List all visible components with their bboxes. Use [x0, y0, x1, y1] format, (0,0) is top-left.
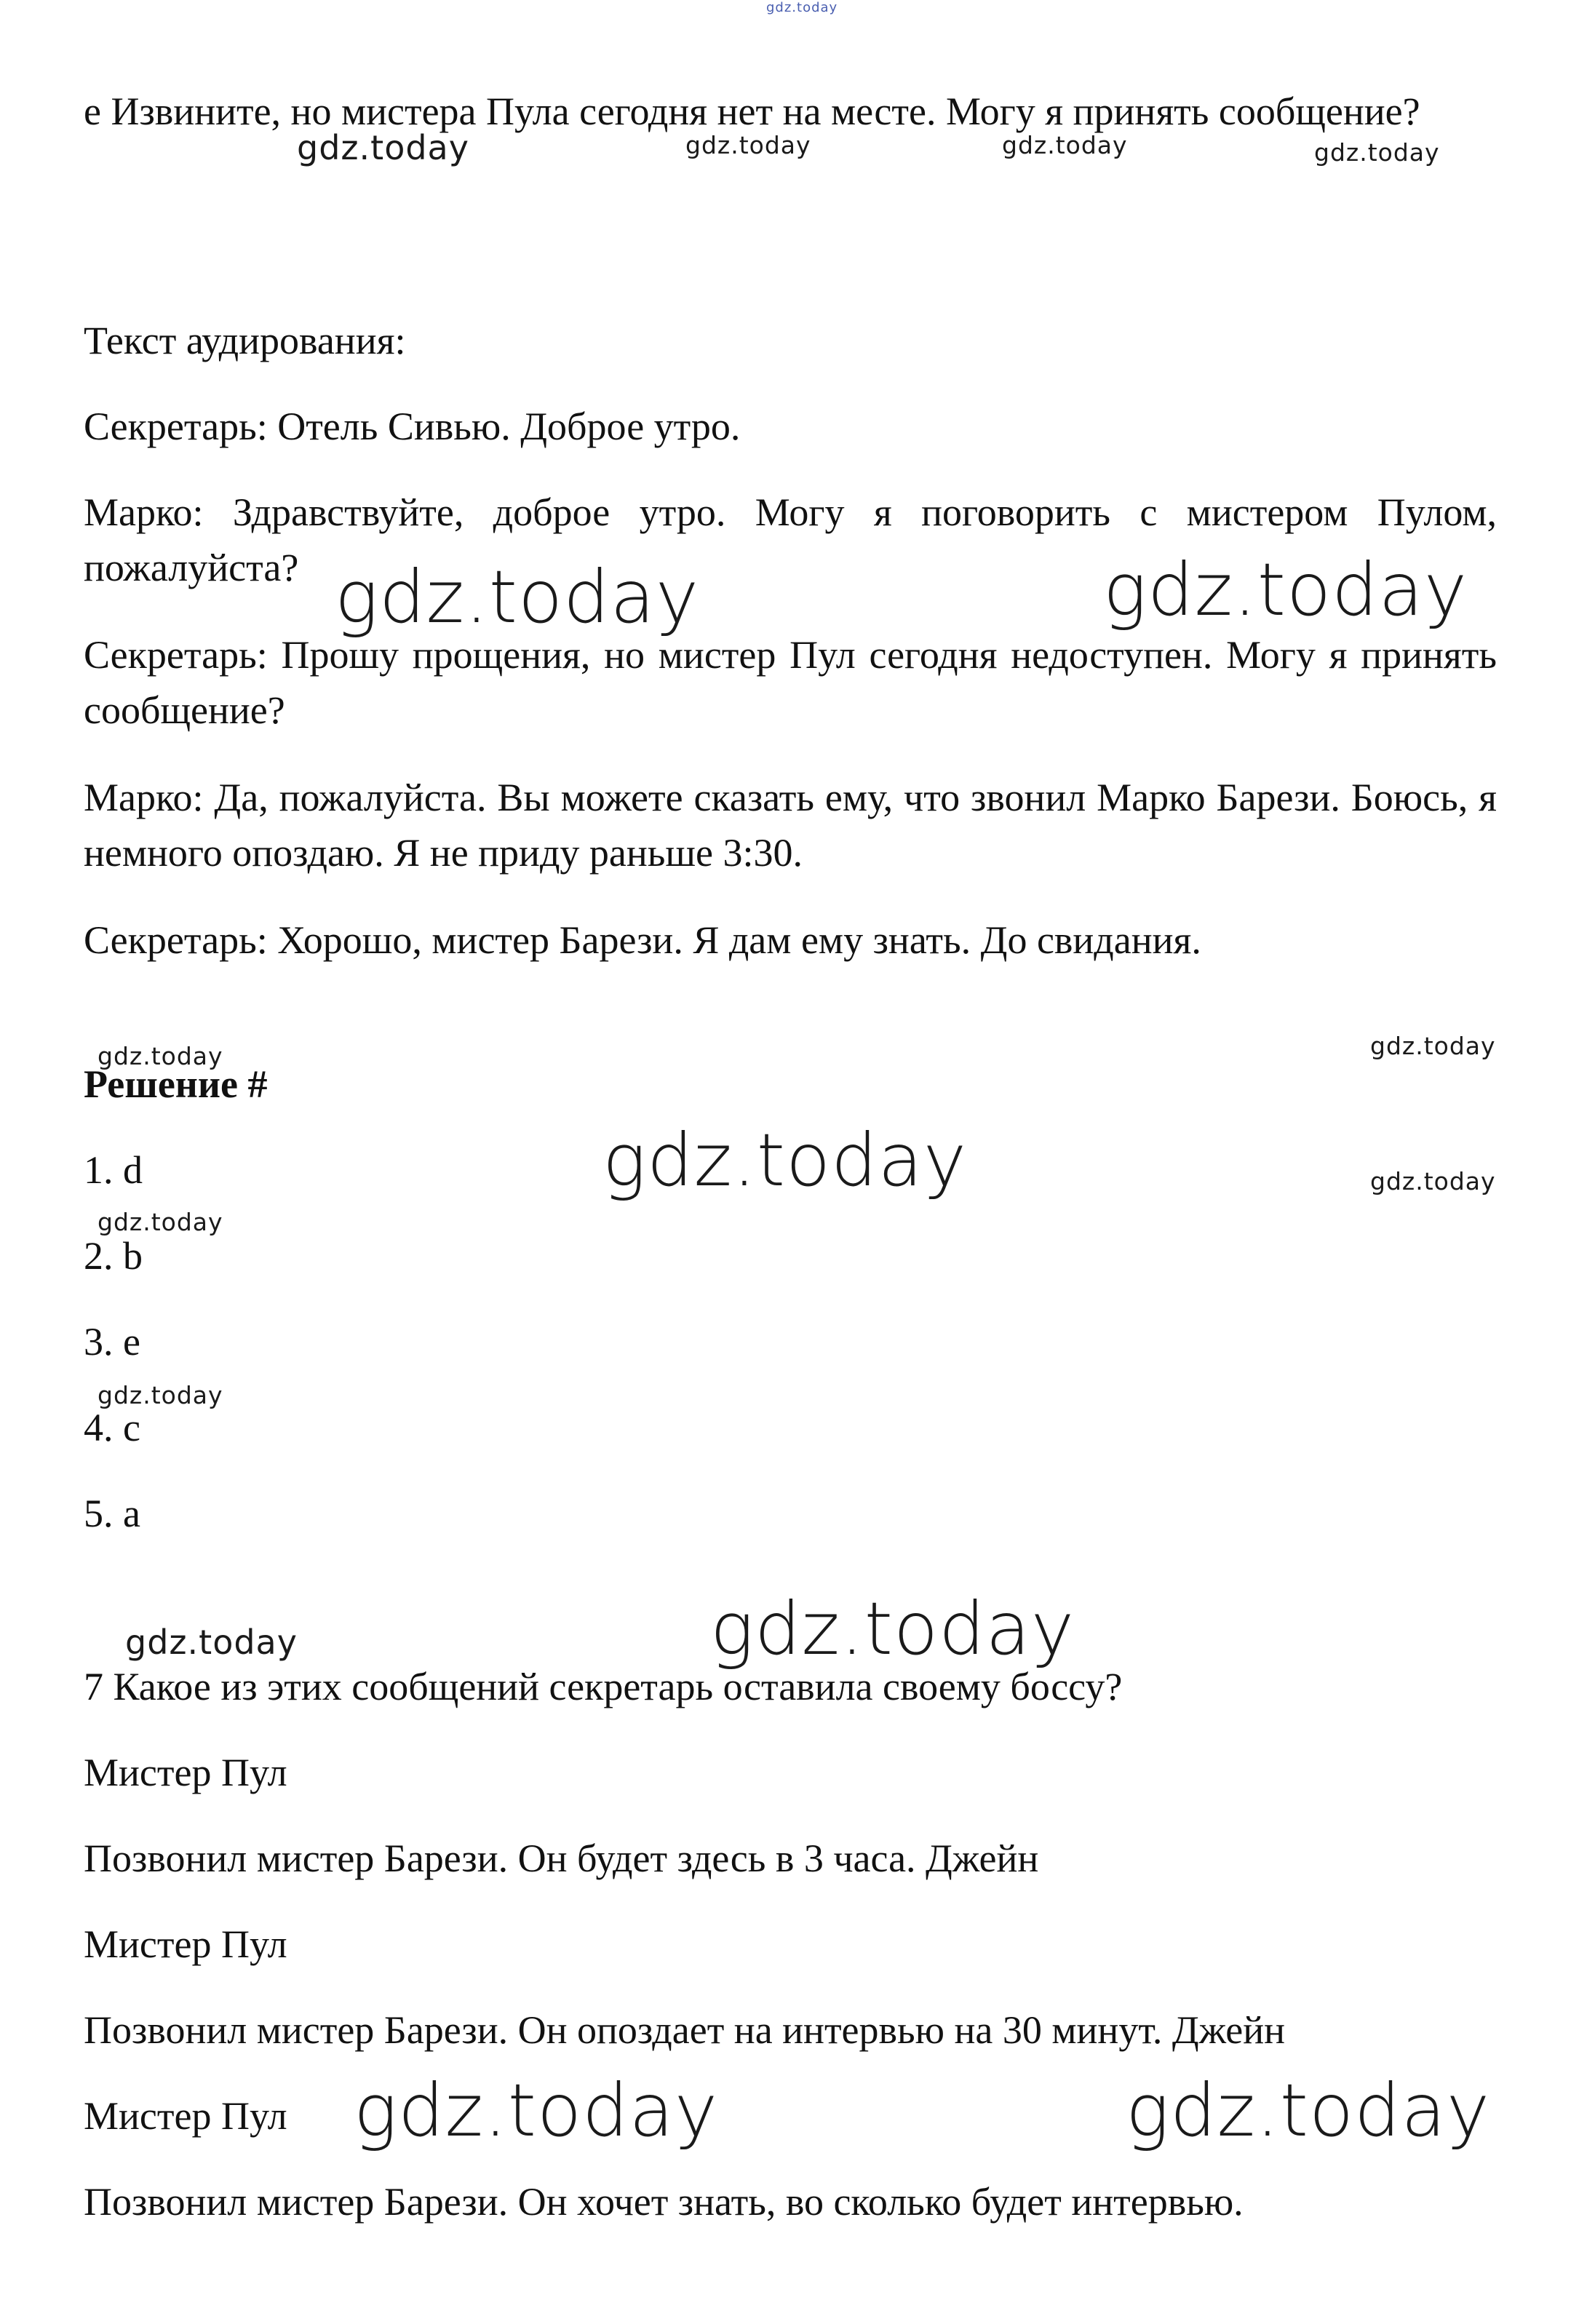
- message-1-recipient: Мистер Пул: [84, 1751, 287, 1794]
- transcript-line-2: Марко: Здравствуйте, доброе утро. Могу я поговорить с мистером Пулом, пожалуйста?: [84, 490, 1497, 589]
- watermark: gdz.today: [1314, 138, 1440, 167]
- watermark: gdz.today: [710, 1586, 1075, 1671]
- task7-question: 7 Какое из этих сообщений секретарь оставила своему боссу?: [84, 1665, 1123, 1708]
- watermark: gdz.today: [1370, 1032, 1496, 1060]
- transcript-line-5: Секретарь: Хорошо, мистер Барези. Я дам ему знать. До свидания.: [84, 918, 1201, 962]
- watermark: gdz.today: [98, 1042, 223, 1070]
- message-3-recipient: Мистер Пул: [84, 2094, 287, 2138]
- transcript-line-4: Марко: Да, пожалуйста. Вы можете сказать ему, что звонил Марко Барези. Боюсь, я немного опоздаю. Я не приду раньше 3:30.: [84, 776, 1497, 875]
- answer-2: 2. b: [84, 1234, 143, 1278]
- solution-heading: Решение #: [84, 1062, 268, 1106]
- watermark: gdz.today: [335, 554, 700, 640]
- watermark: gdz.today: [297, 128, 469, 167]
- intro-answer-e: е Извините, но мистера Пула сегодня нет на месте. Могу я принять сообщение?: [84, 89, 1420, 133]
- watermark: gdz.today: [1103, 547, 1468, 632]
- watermark: gdz.today: [1126, 2068, 1491, 2153]
- message-2-recipient: Мистер Пул: [84, 1922, 287, 1966]
- watermark: gdz.today: [1370, 1167, 1496, 1195]
- transcript-line-3: Секретарь: Прошу прощения, но мистер Пул сегодня недоступен. Могу я принять сообщение?: [84, 633, 1497, 732]
- watermark: gdz.today: [685, 131, 811, 159]
- watermark: gdz.today: [98, 1208, 223, 1236]
- watermark: gdz.today: [98, 1381, 223, 1409]
- answer-5: 5. a: [84, 1492, 140, 1535]
- transcript-line-1: Секретарь: Отель Сивью. Доброе утро.: [84, 405, 741, 448]
- message-3-text: Позвонил мистер Барези. Он хочет знать, во сколько будет интервью.: [84, 2180, 1244, 2224]
- answer-3: 3. e: [84, 1320, 140, 1364]
- message-2-text: Позвонил мистер Барези. Он опоздает на интервью на 30 минут. Джейн: [84, 2008, 1286, 2052]
- watermark: gdz.today: [602, 1118, 968, 1203]
- answer-4: 4. c: [84, 1406, 140, 1449]
- transcript-heading: Текст аудирования:: [84, 319, 406, 362]
- watermark: gdz.today: [354, 2068, 719, 2153]
- watermark: gdz.today: [1002, 131, 1128, 159]
- top-watermark: gdz.today: [766, 0, 838, 15]
- watermark: gdz.today: [125, 1623, 298, 1662]
- message-1-text: Позвонил мистер Барези. Он будет здесь в 3 часа. Джейн: [84, 1836, 1039, 1880]
- answer-1: 1. d: [84, 1148, 143, 1192]
